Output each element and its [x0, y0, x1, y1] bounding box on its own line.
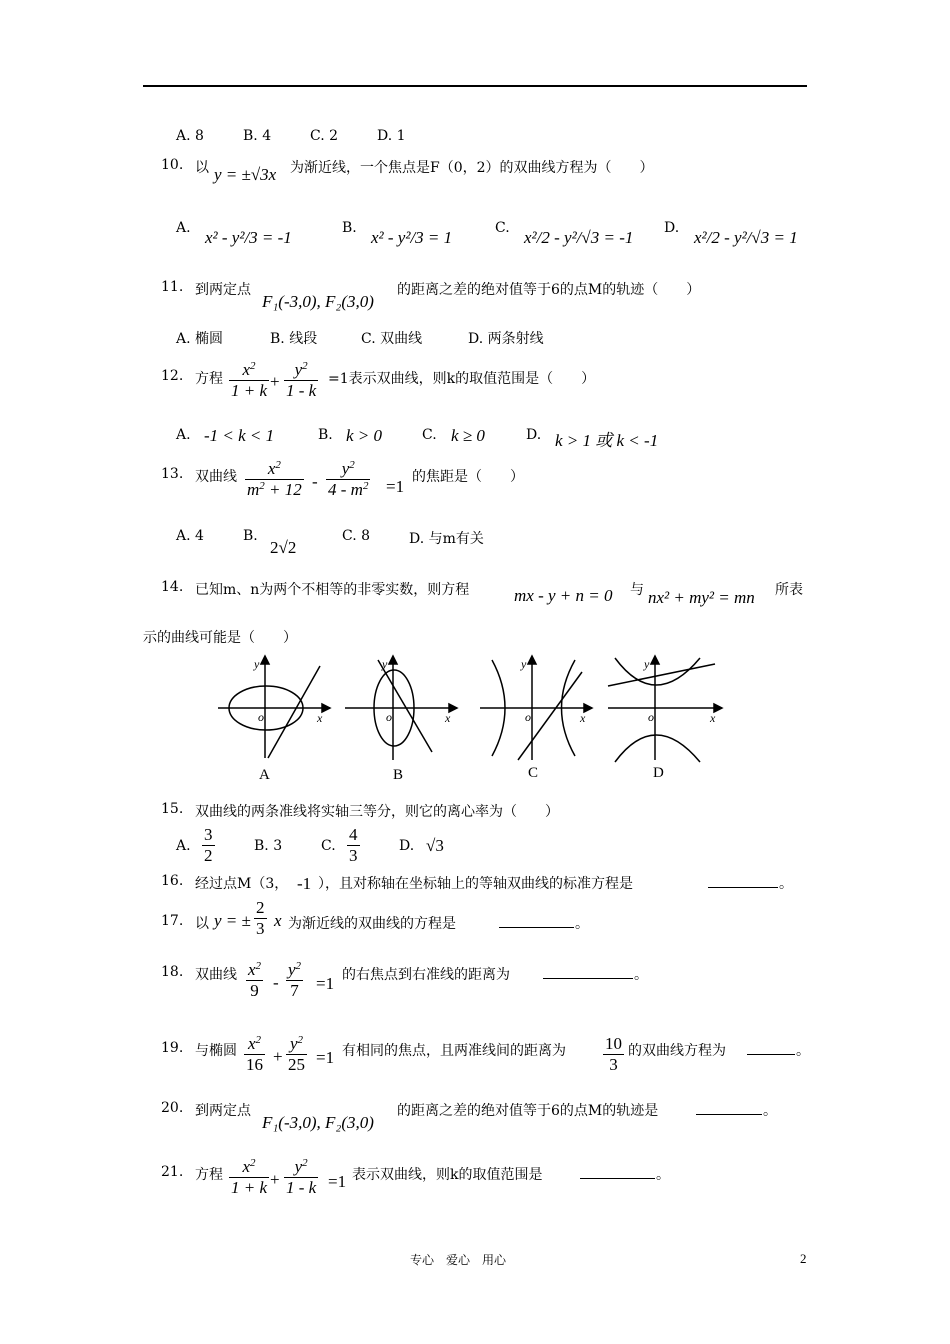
q19-fraction-1: $\frac{x^2}{16}$	[246, 1034, 263, 1074]
q12-option-d-expr: k > 1 或 k < -1	[555, 431, 659, 450]
q14-line2: 示的曲线可能是（ ）	[143, 630, 297, 646]
svg-text:o: o	[648, 710, 654, 724]
q16-number: 16.	[161, 873, 184, 889]
q10-option-a-label: A.	[176, 220, 191, 236]
q15-option-a-frac: $\frac{3}{2}$	[204, 825, 213, 865]
q13-number: 13.	[161, 466, 184, 482]
q19-number: 19.	[161, 1040, 184, 1056]
q18-fraction-1: $\frac{x^2}{9}$	[248, 960, 262, 1000]
q9-option-a: A. 8	[176, 128, 204, 144]
q18-end: 。	[634, 967, 648, 983]
q13-option-c: C. 8	[342, 528, 371, 544]
q14-text: 已知m、n为两个不相等的非零实数，则方程	[195, 582, 470, 598]
q15-option-d: D.	[399, 838, 415, 854]
q16-end: 。	[779, 876, 793, 892]
q17-post: 为渐近线的双曲线的方程是	[288, 916, 456, 932]
q19-fraction-2: $\frac{y^2}{25}$	[288, 1034, 305, 1074]
q9-option-c: C. 2	[310, 128, 339, 144]
q15-option-b: B. 3	[254, 838, 283, 854]
q12-number: 12.	[161, 368, 184, 384]
q14-figure-label-a: A	[259, 767, 270, 783]
svg-text:x: x	[580, 711, 586, 725]
q12-fraction-1: $\frac{x^2}{1 + k}$	[231, 360, 268, 400]
q18-post: 的右焦点到右准线的距离为	[342, 967, 510, 983]
svg-text:o: o	[525, 710, 531, 724]
q14-number: 14.	[161, 579, 184, 595]
svg-text:x: x	[317, 711, 323, 725]
q16-post: ），且对称轴在坐标轴上的等轴双曲线的标准方程是	[318, 876, 633, 892]
footer-text: 专心 爱心 用心	[410, 1253, 507, 1267]
svg-text:y: y	[382, 657, 388, 671]
q17-pre: 以	[195, 916, 209, 932]
q17-x: x	[274, 911, 282, 930]
q19-fraction-3: $\frac{10}{3}$	[605, 1034, 622, 1074]
svg-text:y: y	[254, 657, 260, 671]
q18-pre: 双曲线	[195, 967, 237, 983]
q10-option-b-label: B.	[342, 220, 357, 236]
q11-points: F₁(-3,0), F₂(3,0)	[262, 292, 374, 311]
header-rule	[143, 85, 807, 87]
q12-option-a-label: A.	[176, 427, 191, 443]
q16-pre: 经过点M（3，	[195, 876, 289, 892]
q14-figure-label-c: C	[528, 765, 539, 781]
q10-option-d-expr: x²/2 - y²/√3 = 1	[694, 228, 798, 247]
q21-number: 21.	[161, 1164, 184, 1180]
q10-post: 为渐近线，一个焦点是F（0，2）的双曲线方程为（ ）	[290, 160, 654, 176]
q11-number: 11.	[161, 279, 184, 295]
q10-asymptote: y = ±√3x	[214, 165, 277, 184]
q14-post: 所表	[775, 582, 803, 598]
q19-end: 。	[796, 1043, 810, 1059]
q20-post: 的距离之差的绝对值等于6的点M的轨迹是	[397, 1103, 659, 1119]
q20-number: 20.	[161, 1100, 184, 1116]
q13-equals: =1	[386, 477, 405, 496]
q19-post: 的双曲线方程为	[628, 1043, 726, 1059]
q11-pre: 到两定点	[195, 282, 251, 298]
q12-option-c-label: C.	[422, 427, 437, 443]
q15-option-c: C.	[321, 838, 336, 854]
q10-option-c-label: C.	[495, 220, 510, 236]
q10-pre: 以	[195, 160, 209, 176]
q9-option-b: B. 4	[243, 128, 272, 144]
q12-post: =1表示双曲线，则k的取值范围是（ ）	[328, 371, 596, 387]
q21-answer-blank[interactable]	[580, 1164, 655, 1179]
q13-option-b-expr: 2√2	[270, 538, 297, 557]
q12-option-a-expr: -1 < k < 1	[204, 426, 275, 445]
q21-fraction-1: $\frac{x^2}{1 + k}$	[231, 1157, 268, 1197]
svg-text:o: o	[258, 710, 264, 724]
q20-points: F₁(-3,0), F₂(3,0)	[262, 1113, 374, 1132]
q21-equals: =1	[328, 1172, 347, 1191]
q13-fraction-1: $\frac{x^2}{m^2 + 12}$	[247, 459, 302, 499]
svg-text:y: y	[521, 657, 527, 671]
q17-y-eq: y = ±	[214, 911, 251, 930]
q14-eq1: mx - y + n = 0	[514, 586, 613, 605]
svg-text:x: x	[445, 711, 451, 725]
q17-frac: $\frac{2}{3}$	[256, 898, 265, 938]
q18-minus: -	[273, 973, 279, 992]
q20-answer-blank[interactable]	[696, 1100, 762, 1115]
q15-option-d-expr: √3	[426, 836, 444, 855]
q16-value: -1	[297, 874, 312, 893]
q14-figures	[210, 650, 730, 795]
q14-figure-label-d: D	[653, 765, 664, 781]
q20-end: 。	[763, 1103, 777, 1119]
q13-option-d: D. 与m有关	[409, 531, 484, 547]
q21-fraction-2: $\frac{y^2}{1 - k}$	[286, 1157, 317, 1197]
q14-figure-label-b: B	[393, 767, 404, 783]
q11-option-b: B. 线段	[270, 331, 318, 347]
q11-option-a: A. 椭圆	[176, 331, 224, 347]
q13-option-b: B.	[243, 528, 258, 544]
q19-answer-blank[interactable]	[747, 1040, 795, 1055]
q13-post: 的焦距是（ ）	[412, 469, 524, 485]
q11-post: 的距离之差的绝对值等于6的点M的轨迹（ ）	[397, 282, 701, 298]
q18-answer-blank[interactable]	[543, 964, 633, 979]
q15-option-c-frac: $\frac{4}{3}$	[349, 825, 358, 865]
q15-number: 15.	[161, 801, 184, 817]
q17-number: 17.	[161, 913, 184, 929]
q19-mid: 有相同的焦点，且两准线间的距离为	[342, 1043, 566, 1059]
page-number: 2	[800, 1251, 807, 1266]
svg-text:x: x	[710, 711, 716, 725]
q10-option-a-expr: x² - y²/3 = -1	[205, 228, 292, 247]
q10-option-b-expr: x² - y²/3 = 1	[371, 228, 453, 247]
q21-pre: 方程	[195, 1167, 223, 1183]
q12-option-d-label: D.	[526, 427, 542, 443]
q14-mid: 与	[630, 582, 644, 598]
q13-minus: -	[312, 472, 318, 491]
q10-number: 10.	[161, 157, 184, 173]
q18-equals: =1	[316, 974, 335, 993]
q15-option-a: A.	[176, 838, 191, 854]
q21-post: 表示双曲线，则k的取值范围是	[352, 1167, 543, 1183]
q12-option-b-label: B.	[318, 427, 333, 443]
q14-eq2: nx² + my² = mn	[648, 588, 755, 607]
q11-option-d: D. 两条射线	[468, 331, 544, 347]
q12-fraction-2: $\frac{y^2}{1 - k}$	[286, 360, 317, 400]
q19-equals: =1	[316, 1048, 335, 1067]
q21-end: 。	[656, 1167, 670, 1183]
q16-answer-blank[interactable]	[708, 873, 778, 888]
q10-option-c-expr: x²/2 - y²/√3 = -1	[524, 228, 634, 247]
q19-pre: 与椭圆	[195, 1043, 237, 1059]
q18-number: 18.	[161, 964, 184, 980]
q12-option-c-expr: k ≥ 0	[451, 426, 485, 445]
svg-text:y: y	[644, 657, 650, 671]
q20-pre: 到两定点	[195, 1103, 251, 1119]
q10-option-d-label: D.	[664, 220, 680, 236]
q13-fraction-2: $\frac{y^2}{4 - m^2}$	[328, 459, 369, 499]
q19-plus: +	[273, 1047, 283, 1066]
q12-pre: 方程	[195, 371, 223, 387]
q18-fraction-2: $\frac{y^2}{7}$	[288, 960, 302, 1000]
q11-option-c: C. 双曲线	[361, 331, 423, 347]
q12-option-b-expr: k > 0	[346, 426, 383, 445]
q15-text: 双曲线的两条准线将实轴三等分，则它的离心率为（ ）	[195, 804, 559, 820]
q12-plus: +	[270, 372, 280, 391]
q17-answer-blank[interactable]	[499, 913, 574, 928]
q21-plus: +	[270, 1170, 280, 1189]
q17-end: 。	[575, 916, 589, 932]
q13-option-a: A. 4	[176, 528, 204, 544]
svg-text:o: o	[386, 710, 392, 724]
q9-option-d: D. 1	[377, 128, 406, 144]
q13-pre: 双曲线	[195, 469, 237, 485]
